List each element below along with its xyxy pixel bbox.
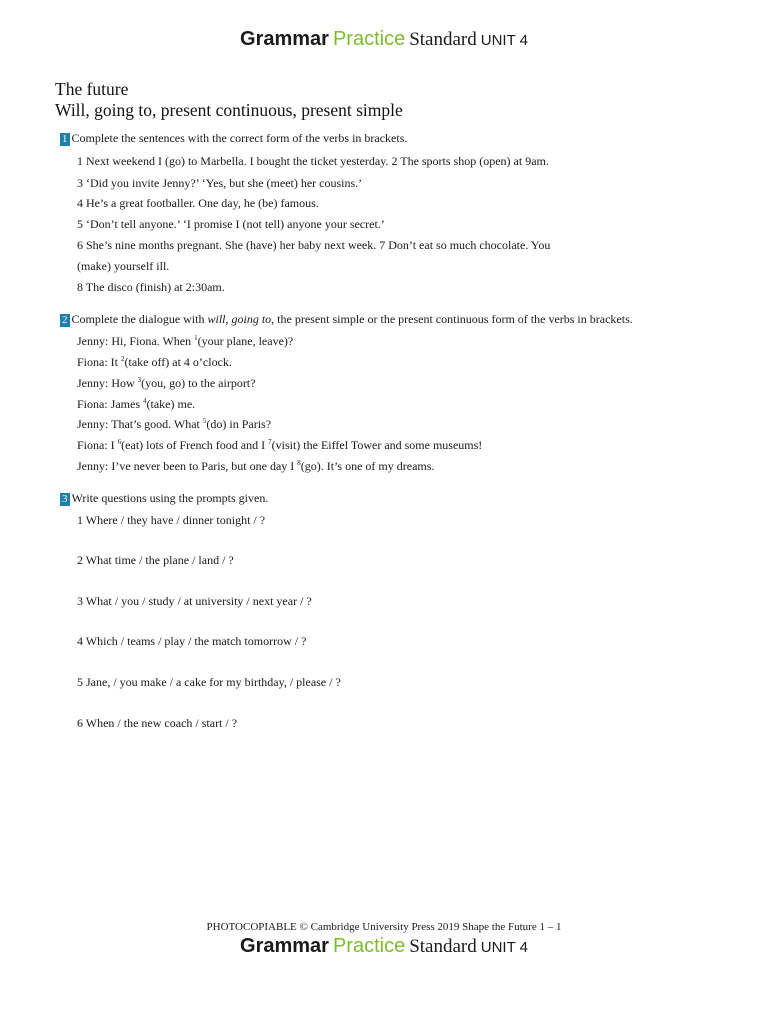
page-header	[0, 28, 768, 51]
gap-number: 2	[121, 355, 125, 363]
exercise-line: 4 He’s a great footballer. One day, he (be) famous.	[77, 196, 319, 210]
instruction-text: Write questions using the prompts given.	[71, 491, 269, 505]
exercise-line: 5 ‘Don’t tell anyone.’ ‘I promise I (not tell) anyone your secret.’	[77, 217, 385, 231]
dialogue-line: Fiona: James $^4$(take) me.	[77, 397, 196, 411]
header-grammar: Grammar	[240, 28, 329, 50]
instruction-italic: will	[207, 312, 226, 326]
gap-number: 8	[297, 459, 301, 467]
question-prompt: 2 What time / the plane / land / ?	[77, 553, 234, 567]
question-prompt: 5 Jane, / you make / a cake for my birthday, / please / ?	[77, 675, 341, 689]
question-prompt: 4 Which / teams / play / the match tomorrow / ?	[77, 634, 307, 648]
exercise-number-badge: 1	[62, 133, 68, 145]
exercise-line: (make) yourself ill.	[77, 259, 170, 273]
header-unit: UNIT 4	[480, 939, 528, 956]
header-unit: UNIT 4	[480, 32, 528, 49]
header-practice: Practice	[332, 28, 406, 50]
exercise-line: 3 ‘Did you invite Jenny?’ ‘Yes, but she (meet) her cousins.’	[77, 176, 363, 190]
header-standard: Standard	[409, 936, 477, 957]
copyright-footer: PHOTOCOPIABLE © Cambridge University Press 2019 Shape the Future 1 – 1	[206, 921, 562, 933]
dialogue-line: Jenny: How $^3$(you, go) to the airport?	[77, 376, 256, 390]
header-grammar: Grammar	[240, 935, 329, 957]
instruction-text: Complete the dialogue with	[71, 312, 208, 326]
dialogue-line: Jenny: I’ve never been to Paris, but one day I $^8$(go). It’s one of my dreams.	[77, 459, 435, 473]
question-prompt: 3 What / you / study / at university / next year / ?	[77, 594, 312, 608]
page-title: The future	[55, 79, 129, 99]
dialogue-line: Fiona: It $^2$(take off) at 4 o’clock.	[77, 355, 232, 369]
dialogue-line: Fiona: I $^6$(eat) lots of French food and I $^7$(visit) the Eiffel Tower and some museums!	[77, 438, 483, 452]
gap-number: 6	[117, 438, 122, 446]
question-prompt: 6 When / the new coach / start / ?	[77, 716, 238, 730]
exercise-number-badge: 3	[62, 493, 68, 505]
dialogue-line: Jenny: That’s good. What $^5$(do) in Paris?	[77, 417, 272, 431]
instruction-italic: going to	[231, 312, 272, 326]
exercise-line: 8 The disco (finish) at 2:30am.	[77, 280, 225, 294]
dialogue-line: Jenny: Hi, Fiona. When $^1$(your plane, leave)?	[77, 334, 294, 348]
gap-number: 5	[202, 417, 207, 425]
question-prompt: 1 Where / they have / dinner tonight / ?	[77, 513, 266, 527]
instruction-text: Complete the sentences with the correct form of the verbs in brackets.	[71, 131, 408, 145]
header-practice: Practice	[332, 935, 406, 957]
page-header-repeat	[0, 935, 768, 958]
gap-number: 1	[194, 334, 198, 342]
gap-number: 7	[268, 438, 272, 446]
gap-number: 4	[143, 397, 147, 405]
exercise-2-instruction	[60, 312, 633, 327]
instruction-text: , the present simple or the present continuous form of the verbs in brackets.	[271, 312, 633, 326]
instruction-text: ,	[225, 312, 232, 326]
exercise-1-instruction	[60, 131, 407, 146]
page-subtitle: Will, going to, present continuous, present simple	[55, 100, 403, 120]
header-standard: Standard	[409, 29, 477, 50]
exercise-line: 6 She’s nine months pregnant. She (have) her baby next week. 7 Don’t eat so much chocolate. You	[77, 238, 551, 252]
exercise-line: 1 Next weekend I (go) to Marbella. I bought the ticket yesterday. 2 The sports shop (open) at 9am.	[77, 154, 549, 168]
gap-number: 3	[137, 376, 142, 384]
exercise-number-badge: 2	[62, 314, 68, 326]
exercise-3-instruction	[60, 491, 268, 506]
